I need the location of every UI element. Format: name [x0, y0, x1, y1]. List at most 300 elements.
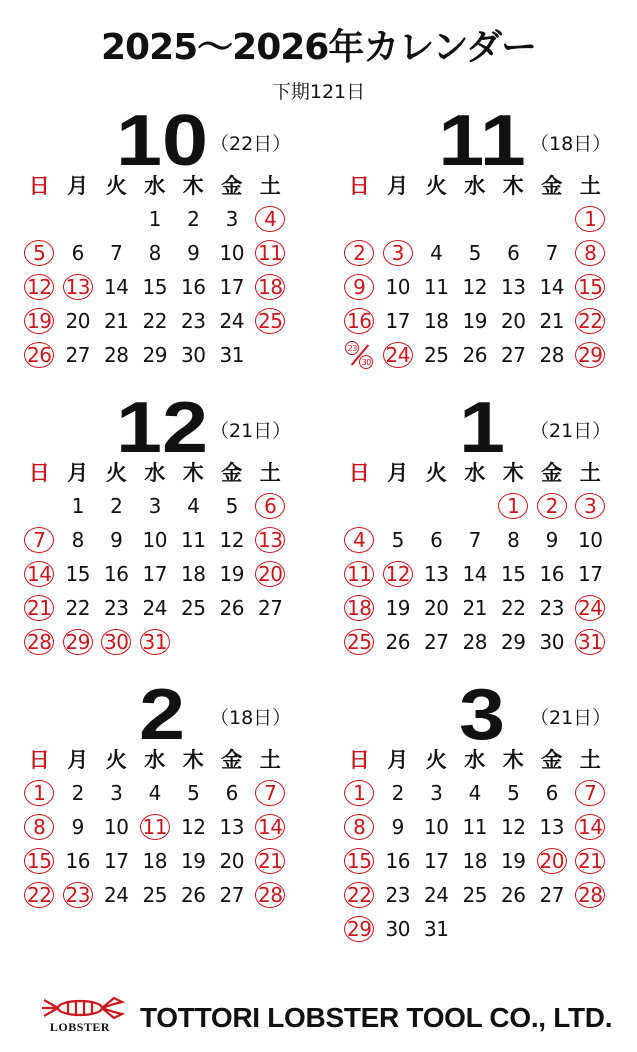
empty-cell: [97, 202, 136, 236]
date-cell: 24: [142, 596, 167, 620]
holiday-date: 7: [251, 776, 290, 810]
date-cell: 7: [468, 528, 481, 552]
date-cell: 7: [110, 241, 123, 265]
date-cell: 23: [539, 596, 564, 620]
empty-cell: [379, 202, 418, 236]
weekday-label: 日: [28, 174, 50, 198]
week-row: [340, 878, 620, 912]
date-cell: 10: [142, 528, 167, 552]
month-grid: [20, 455, 300, 659]
holiday-date: 12: [379, 557, 418, 591]
holiday-date: 29: [571, 338, 610, 372]
date-cell: 16: [385, 849, 410, 873]
month-number: 3: [458, 675, 506, 755]
date-cell: 3: [110, 781, 123, 805]
date-cell: 2: [110, 494, 123, 518]
date-cell: 7: [545, 241, 558, 265]
holiday-date: 14: [251, 810, 290, 844]
date-cell: 23: [385, 883, 410, 907]
weekday-label: 金: [221, 748, 243, 772]
weekday-label: 木: [182, 174, 204, 198]
date-cell: 17: [424, 849, 449, 873]
weekday-label: 水: [144, 461, 166, 485]
empty-cell: [456, 489, 495, 523]
date-cell: 30: [385, 917, 410, 941]
weekday-label: 火: [105, 748, 127, 772]
date-cell: 18: [424, 309, 449, 333]
month-number: 12: [115, 388, 209, 468]
holiday-date: 18: [340, 591, 379, 625]
holiday-date: 31: [136, 625, 175, 659]
weekday-label: 水: [464, 748, 486, 772]
date-cell: 3: [225, 207, 238, 231]
date-cell: 25: [181, 596, 206, 620]
week-row: [20, 304, 300, 338]
weekday-label: 金: [541, 461, 563, 485]
date-cell: 4: [187, 494, 200, 518]
date-cell: 12: [219, 528, 244, 552]
date-cell-split: 23 30: [340, 338, 379, 372]
date-cell: 20: [65, 309, 90, 333]
holiday-date: 29: [59, 625, 98, 659]
date-cell: 9: [71, 815, 84, 839]
month-block: [340, 101, 630, 367]
month-block: [340, 388, 630, 654]
date-cell: 21: [462, 596, 487, 620]
holiday-date: 14: [20, 557, 59, 591]
holiday-date: 28: [251, 878, 290, 912]
holiday-date: 22: [20, 878, 59, 912]
holiday-date: 12: [20, 270, 59, 304]
holiday-date: 8: [340, 810, 379, 844]
date-cell: 19: [181, 849, 206, 873]
month-grid: [340, 455, 620, 659]
date-cell: 21: [539, 309, 564, 333]
date-cell: 22: [142, 309, 167, 333]
weekday-label: 火: [425, 461, 447, 485]
workday-count: （21日）: [210, 420, 292, 442]
week-row: [20, 236, 300, 270]
date-cell: 24: [219, 309, 244, 333]
date-cell: 22: [501, 596, 526, 620]
date-cell: 5: [225, 494, 238, 518]
weekday-label: 土: [259, 461, 281, 485]
empty-cell: [340, 489, 379, 523]
date-cell: 26: [501, 883, 526, 907]
holiday-date: 4: [251, 202, 290, 236]
weekday-label: 土: [579, 174, 601, 198]
date-cell: 13: [219, 815, 244, 839]
date-cell: 17: [104, 849, 129, 873]
weekday-label: 日: [28, 748, 50, 772]
date-cell: 9: [110, 528, 123, 552]
week-row: [20, 810, 300, 844]
holiday-date: 5: [20, 236, 59, 270]
week-row: [340, 489, 620, 523]
weekday-label: 水: [144, 174, 166, 198]
holiday-date: 22: [571, 304, 610, 338]
weekday-label: 土: [259, 174, 281, 198]
date-cell: 10: [219, 241, 244, 265]
workday-count: （18日）: [210, 707, 292, 729]
date-cell: 26: [462, 343, 487, 367]
weekday-label: 月: [387, 461, 409, 485]
holiday-date: 11: [340, 557, 379, 591]
date-cell: 20: [219, 849, 244, 873]
weekday-label: 月: [387, 174, 409, 198]
date-cell: 4: [468, 781, 481, 805]
weekday-label: 日: [348, 461, 370, 485]
workday-count: （22日）: [210, 133, 292, 155]
date-cell: 1: [71, 494, 84, 518]
weekday-header: [340, 168, 620, 202]
date-cell: 23: [104, 596, 129, 620]
empty-cell: [379, 489, 418, 523]
empty-cell: [340, 202, 379, 236]
date-cell: 25: [462, 883, 487, 907]
date-cell: 17: [578, 562, 603, 586]
holiday-date: 28: [20, 625, 59, 659]
week-row: [20, 878, 300, 912]
date-cell: 19: [219, 562, 244, 586]
date-cell: 6: [225, 781, 238, 805]
weekday-label: 月: [67, 748, 89, 772]
company-name: TOTTORI LOBSTER TOOL CO., LTD.: [140, 1002, 613, 1033]
weekday-label: 土: [259, 748, 281, 772]
holiday-date: 21: [571, 844, 610, 878]
weekday-label: 月: [387, 748, 409, 772]
weekday-label: 水: [464, 174, 486, 198]
holiday-date: 14: [571, 810, 610, 844]
month-number: 11: [438, 101, 526, 181]
date-cell: 21: [104, 309, 129, 333]
weekday-label: 土: [579, 748, 601, 772]
date-cell: 19: [462, 309, 487, 333]
holiday-date: 6: [251, 489, 290, 523]
date-cell: 17: [219, 275, 244, 299]
week-row: [340, 810, 620, 844]
month-grid: [20, 168, 300, 372]
week-row: [340, 625, 620, 659]
date-cell: 5: [507, 781, 520, 805]
date-cell: 27: [539, 883, 564, 907]
holiday-date: 28: [571, 878, 610, 912]
date-cell: 29: [501, 630, 526, 654]
date-cell: 15: [142, 275, 167, 299]
weekday-label: 金: [221, 174, 243, 198]
date-cell: 9: [391, 815, 404, 839]
holiday-date: 15: [340, 844, 379, 878]
date-cell: 29: [142, 343, 167, 367]
calendar-title: 2025～2026年カレンダー: [100, 27, 537, 68]
holiday-date: 2: [340, 236, 379, 270]
date-cell: 1: [148, 207, 161, 231]
weekday-label: 月: [67, 461, 89, 485]
weekday-header: [20, 742, 300, 776]
date-cell: 30: [539, 630, 564, 654]
holiday-date: 4: [340, 523, 379, 557]
date-cell: 14: [539, 275, 564, 299]
weekday-label: 水: [464, 461, 486, 485]
date-cell: 27: [424, 630, 449, 654]
date-cell: 8: [71, 528, 84, 552]
date-cell: 25: [142, 883, 167, 907]
workday-count: （21日）: [530, 707, 612, 729]
date-cell: 13: [424, 562, 449, 586]
empty-cell: [59, 202, 98, 236]
holiday-date: 31: [571, 625, 610, 659]
date-cell: 6: [430, 528, 443, 552]
date-cell: 17: [385, 309, 410, 333]
lobster-logo: [34, 992, 126, 1036]
holiday-date: 16: [340, 304, 379, 338]
weekday-label: 木: [182, 461, 204, 485]
date-cell: 16: [181, 275, 206, 299]
date-cell: 9: [187, 241, 200, 265]
month-block: [20, 101, 310, 367]
date-cell: 12: [462, 275, 487, 299]
date-cell: 2: [391, 781, 404, 805]
date-cell: 4: [148, 781, 161, 805]
weekday-label: 火: [105, 461, 127, 485]
weekday-label: 金: [221, 461, 243, 485]
date-cell: 16: [65, 849, 90, 873]
date-cell: 26: [181, 883, 206, 907]
date-cell: 27: [65, 343, 90, 367]
weekday-label: 火: [105, 174, 127, 198]
weekday-label: 木: [502, 461, 524, 485]
date-cell: 28: [462, 630, 487, 654]
date-cell: 31: [219, 343, 244, 367]
date-cell: 26: [219, 596, 244, 620]
date-cell: 13: [539, 815, 564, 839]
month-block: [20, 675, 310, 932]
month-number: 2: [138, 675, 186, 755]
date-cell: 26: [385, 630, 410, 654]
date-cell: 13: [501, 275, 526, 299]
date-cell: 25: [424, 343, 449, 367]
date-cell: 5: [468, 241, 481, 265]
holiday-date: 1: [494, 489, 533, 523]
weekday-header: [20, 455, 300, 489]
date-cell: 9: [545, 528, 558, 552]
holiday-date: 20: [533, 844, 572, 878]
week-row: [340, 912, 620, 946]
date-cell: 16: [539, 562, 564, 586]
date-cell: 18: [142, 849, 167, 873]
date-cell: 24: [424, 883, 449, 907]
month-block: [20, 388, 310, 654]
week-row: [20, 625, 300, 659]
date-cell: 27: [501, 343, 526, 367]
weekday-label: 火: [425, 748, 447, 772]
week-row: [340, 591, 620, 625]
date-cell: 19: [501, 849, 526, 873]
weekday-header: [340, 742, 620, 776]
date-cell: 3: [148, 494, 161, 518]
date-cell: 16: [104, 562, 129, 586]
holiday-date: 1: [340, 776, 379, 810]
lobster-icon: [34, 992, 126, 1022]
holiday-date: 9: [340, 270, 379, 304]
date-cell: 8: [507, 528, 520, 552]
weekday-label: 火: [425, 174, 447, 198]
empty-cell: [533, 202, 572, 236]
date-cell: 11: [462, 815, 487, 839]
holiday-date: 11: [251, 236, 290, 270]
date-cell: 5: [187, 781, 200, 805]
date-cell: 24: [104, 883, 129, 907]
empty-cell: [417, 202, 456, 236]
date-cell: 6: [507, 241, 520, 265]
workday-count: （21日）: [530, 420, 612, 442]
weekday-label: 月: [67, 174, 89, 198]
empty-cell: [456, 202, 495, 236]
date-cell: 20: [501, 309, 526, 333]
weekday-label: 木: [182, 748, 204, 772]
holiday-date: 7: [571, 776, 610, 810]
date-cell: 15: [65, 562, 90, 586]
weekday-label: 水: [144, 748, 166, 772]
date-cell: 30: [181, 343, 206, 367]
date-cell: 14: [462, 562, 487, 586]
month-grid: [20, 742, 300, 912]
week-row: [340, 776, 620, 810]
week-row: [340, 557, 620, 591]
workday-count: （18日）: [530, 133, 612, 155]
date-cell: 2: [187, 207, 200, 231]
holiday-date: 13: [59, 270, 98, 304]
week-row: [20, 202, 300, 236]
weekday-label: 木: [502, 174, 524, 198]
holiday-date: 21: [20, 591, 59, 625]
holiday-date: 20: [251, 557, 290, 591]
period-subtitle: 下期121日: [271, 81, 366, 103]
weekday-label: 日: [348, 174, 370, 198]
weekday-label: 日: [28, 461, 50, 485]
holiday-date: 22: [340, 878, 379, 912]
date-cell: 10: [578, 528, 603, 552]
month-block: [340, 675, 630, 941]
empty-cell: [494, 202, 533, 236]
date-cell: 6: [71, 241, 84, 265]
date-cell: 27: [258, 596, 283, 620]
date-cell: 18: [181, 562, 206, 586]
week-row: [340, 523, 620, 557]
holiday-date: 1: [571, 202, 610, 236]
holiday-date: 2: [533, 489, 572, 523]
date-cell: 2: [71, 781, 84, 805]
date-cell: 12: [501, 815, 526, 839]
date-cell: 14: [104, 275, 129, 299]
week-row: [340, 304, 620, 338]
empty-cell: [417, 489, 456, 523]
holiday-date: 25: [340, 625, 379, 659]
holiday-date: 3: [571, 489, 610, 523]
week-row: [20, 776, 300, 810]
week-row: [20, 591, 300, 625]
week-row: [20, 270, 300, 304]
logo-wordmark: LOBSTER: [49, 1020, 111, 1034]
week-row: [20, 489, 300, 523]
date-cell: 20: [424, 596, 449, 620]
holiday-date: 3: [379, 236, 418, 270]
holiday-date: 24: [379, 338, 418, 372]
week-row: [340, 338, 620, 372]
holiday-date: 15: [571, 270, 610, 304]
holiday-date: 13: [251, 523, 290, 557]
empty-cell: [20, 202, 59, 236]
date-cell: 11: [424, 275, 449, 299]
holiday-date: 21: [251, 844, 290, 878]
week-row: [20, 557, 300, 591]
month-number: 1: [458, 388, 506, 468]
holiday-date: 8: [571, 236, 610, 270]
weekday-header: [340, 455, 620, 489]
date-cell: 12: [181, 815, 206, 839]
month-number: 10: [115, 101, 209, 181]
month-grid: [340, 168, 620, 406]
holiday-date: 1: [20, 776, 59, 810]
month-grid: [340, 742, 620, 946]
date-cell: 23: [181, 309, 206, 333]
date-cell: 3: [430, 781, 443, 805]
date-cell: 27: [219, 883, 244, 907]
holiday-date: 24: [571, 591, 610, 625]
date-cell: 10: [385, 275, 410, 299]
date-cell: 15: [501, 562, 526, 586]
date-cell: 10: [104, 815, 129, 839]
holiday-date: 26: [20, 338, 59, 372]
weekday-label: 金: [541, 174, 563, 198]
date-cell: 18: [462, 849, 487, 873]
date-cell: 8: [148, 241, 161, 265]
date-cell: 19: [385, 596, 410, 620]
date-cell: 22: [65, 596, 90, 620]
date-cell: 28: [104, 343, 129, 367]
empty-cell: [20, 489, 59, 523]
week-row: [340, 202, 620, 236]
holiday-date: 23: [59, 878, 98, 912]
weekday-label: 木: [502, 748, 524, 772]
weekday-header: [20, 168, 300, 202]
weekday-label: 日: [348, 748, 370, 772]
holiday-date: 29: [340, 912, 379, 946]
week-row: [20, 523, 300, 557]
holiday-date: 11: [136, 810, 175, 844]
holiday-date: 25: [251, 304, 290, 338]
week-row: [340, 844, 620, 878]
date-cell: 6: [545, 781, 558, 805]
week-row: [340, 270, 620, 304]
holiday-date: 7: [20, 523, 59, 557]
holiday-date: 30: [97, 625, 136, 659]
date-cell: 31: [424, 917, 449, 941]
week-row: [340, 236, 620, 270]
holiday-date: 15: [20, 844, 59, 878]
date-cell: 5: [391, 528, 404, 552]
date-cell: 11: [181, 528, 206, 552]
date-cell: 17: [142, 562, 167, 586]
week-row: [20, 338, 300, 372]
holiday-date: 19: [20, 304, 59, 338]
weekday-label: 土: [579, 461, 601, 485]
week-row: [20, 844, 300, 878]
date-cell: 4: [430, 241, 443, 265]
date-cell: 10: [424, 815, 449, 839]
date-cell: 28: [539, 343, 564, 367]
weekday-label: 金: [541, 748, 563, 772]
